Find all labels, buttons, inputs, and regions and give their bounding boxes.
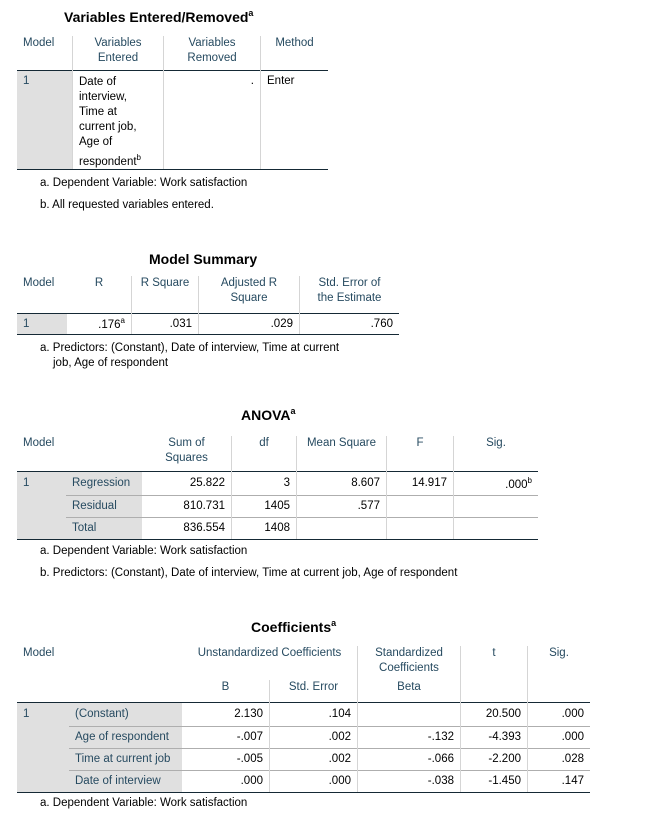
cell-mean-square: .577 <box>297 495 387 517</box>
row-label: Age of respondent <box>69 726 182 748</box>
cell-df: 1408 <box>232 517 297 539</box>
cell-t: -4.393 <box>461 726 528 748</box>
cell-f: 14.917 <box>387 471 454 495</box>
col-sum-of-squares: Sum of Squares <box>165 437 208 464</box>
anova-title: ANOVA$^a$ <box>241 406 296 423</box>
table-row <box>17 726 590 748</box>
footnote-a: a. Dependent Variable: Work satisfaction <box>40 545 248 557</box>
cell-b: -.005 <box>182 748 270 770</box>
cell-sig: .000$^b$ <box>454 471 539 495</box>
table-row <box>17 770 590 792</box>
cell-std-error: .002 <box>270 726 358 748</box>
row-label: (Constant) <box>69 702 182 726</box>
cell-std-error-estimate: .760 <box>300 313 400 334</box>
cell-mean-square: 8.607 <box>297 471 387 495</box>
col-r-square: R Square <box>132 276 199 313</box>
table-row <box>17 471 538 495</box>
row-label: Total <box>66 517 142 539</box>
cell-f <box>387 495 454 517</box>
col-f: F <box>387 436 454 471</box>
cell-beta: -.038 <box>358 770 461 792</box>
cell-b: 2.130 <box>182 702 270 726</box>
row-label: Time at current job <box>69 748 182 770</box>
col-beta: Beta <box>358 680 461 702</box>
cell-t: 20.500 <box>461 702 528 726</box>
cell-std-error: .000 <box>270 770 358 792</box>
cell-b: -.007 <box>182 726 270 748</box>
cell-variables-removed: . <box>164 70 261 170</box>
col-model: Model <box>23 277 55 289</box>
cell-adjusted-r-square: .029 <box>199 313 300 334</box>
col-method: Method <box>261 36 329 70</box>
col-model: Model <box>23 37 55 49</box>
cell-sig: .028 <box>528 748 591 770</box>
col-model: Model <box>23 647 55 659</box>
cell-t: -2.200 <box>461 748 528 770</box>
cell-sig: .000 <box>528 702 591 726</box>
cell-beta <box>358 702 461 726</box>
cell-variables-entered: Date of interview, Time at current job, Age of respondent$^b$ <box>73 70 164 170</box>
col-sig: Sig. <box>528 646 591 702</box>
variables-entered-title: Variables Entered/Removed$^a$ <box>64 8 254 25</box>
col-variables-removed: Variables Removed <box>164 36 261 70</box>
cell-f <box>387 517 454 539</box>
anova-table <box>17 436 538 540</box>
footnote-b: b. Predictors: (Constant), Date of interview, Time at current job, Age of respondent <box>40 567 458 579</box>
col-mean-square: Mean Square <box>297 436 387 471</box>
col-sig: Sig. <box>454 436 539 471</box>
cell-r: .176$^a$ <box>67 313 132 334</box>
row-label: Date of interview <box>69 770 182 792</box>
row-model-1: 1 <box>17 70 73 170</box>
cell-std-error: .002 <box>270 748 358 770</box>
col-adjusted-r-square: Adjusted R Square <box>199 276 300 313</box>
cell-mean-square <box>297 517 387 539</box>
cell-r-square: .031 <box>132 313 199 334</box>
cell-method: Enter <box>261 70 329 170</box>
footnote-a: a. Dependent Variable: Work satisfaction <box>40 797 248 809</box>
col-model: Model <box>23 437 55 449</box>
footnote-b: b. All requested variables entered. <box>40 199 214 211</box>
col-t: t <box>461 646 528 702</box>
row-model-1: 1 <box>17 471 66 539</box>
col-r: R <box>94 277 104 289</box>
table-row <box>17 517 538 539</box>
footnote-a: a. Dependent Variable: Work satisfaction <box>40 177 248 189</box>
footnote-a: a. Predictors: (Constant), Date of interview, Time at current job, Age of respondent <box>40 342 340 369</box>
table-row <box>17 702 590 726</box>
col-df: df <box>232 436 297 471</box>
cell-t: -1.450 <box>461 770 528 792</box>
col-standardized-coefficients: Standardized Coefficients <box>358 646 461 680</box>
col-std-error-estimate: Std. Error of the Estimate <box>300 276 400 313</box>
cell-sig: .147 <box>528 770 591 792</box>
cell-sig <box>454 517 539 539</box>
cell-sum-of-squares: 810.731 <box>142 495 232 517</box>
cell-sig: .000 <box>528 726 591 748</box>
col-b: B <box>221 681 230 693</box>
row-model-1: 1 <box>17 313 67 334</box>
cell-df: 1405 <box>232 495 297 517</box>
row-model-1: 1 <box>17 702 69 792</box>
row-label: Regression <box>66 471 142 495</box>
coefficients-title: Coefficients$^a$ <box>251 618 337 635</box>
col-row-label <box>69 646 182 702</box>
cell-sum-of-squares: 836.554 <box>142 517 232 539</box>
col-unstandardized-coefficients: Unstandardized Coefficients <box>197 647 342 659</box>
cell-std-error: .104 <box>270 702 358 726</box>
col-row-label <box>66 436 142 471</box>
col-variables-entered: Variables Entered <box>73 36 164 70</box>
coefficients-table <box>17 646 590 793</box>
cell-beta: -.132 <box>358 726 461 748</box>
cell-b: .000 <box>182 770 270 792</box>
table-row <box>17 495 538 517</box>
variables-entered-table <box>17 36 328 170</box>
cell-sum-of-squares: 25.822 <box>142 471 232 495</box>
cell-beta: -.066 <box>358 748 461 770</box>
col-std-error: Std. Error <box>270 680 358 702</box>
cell-df: 3 <box>232 471 297 495</box>
table-row <box>17 748 590 770</box>
model-summary-title: Model Summary <box>149 251 258 267</box>
model-summary-table <box>17 276 399 335</box>
cell-sig <box>454 495 539 517</box>
row-label: Residual <box>66 495 142 517</box>
